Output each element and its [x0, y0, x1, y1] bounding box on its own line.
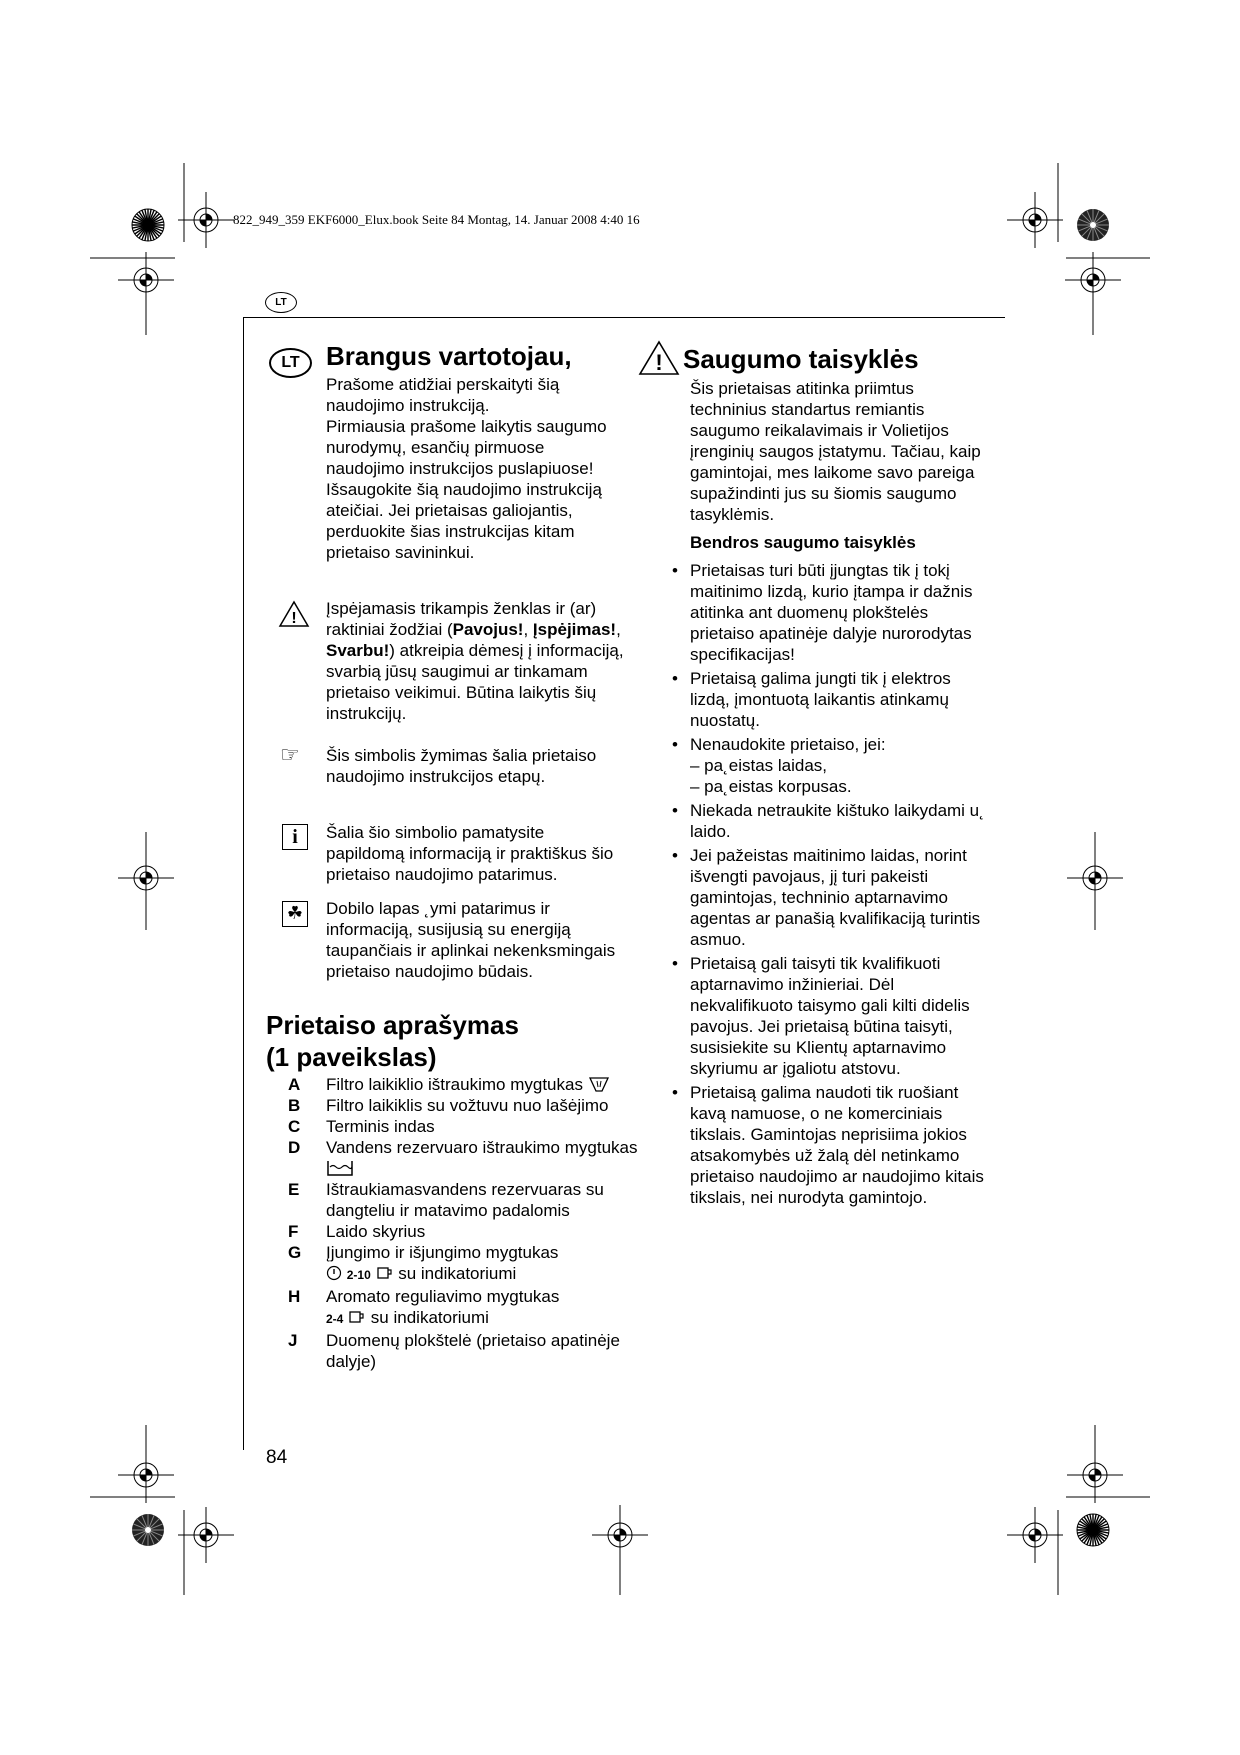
- safety-title: Saugumo taisyklės: [683, 344, 919, 374]
- general-safety-subtitle: Bendros saugumo taisyklės: [690, 533, 916, 552]
- item-letter: G: [288, 1243, 302, 1262]
- warning-triangle-icon: [638, 340, 680, 376]
- intro-text: [326, 374, 626, 563]
- svg-text:!: !: [291, 610, 297, 627]
- item-d-text: Vandens rezervuaro ištraukimo mygtukas: [326, 1138, 638, 1157]
- item-text: [326, 1137, 648, 1179]
- item-letter: B: [288, 1096, 301, 1115]
- description-title: [266, 1009, 519, 1073]
- item-text: Filtro laikiklis su vožtuvu nuo lašėjimo: [326, 1096, 609, 1115]
- keyword-danger: Pavojus!: [452, 620, 524, 639]
- warning-triangle-icon: [278, 600, 310, 628]
- parts-list: [288, 1074, 648, 1372]
- warning-sep-2: ,: [616, 620, 621, 639]
- item-letter: C: [288, 1117, 301, 1136]
- intro-title: Brangus vartotojau,: [326, 341, 572, 371]
- warning-text-a: Įspėjamasis trikampis ženklas ir (ar) raktiniai žodžiai (: [326, 599, 597, 639]
- item-letter: J: [288, 1331, 298, 1350]
- item-text: [326, 1242, 648, 1286]
- sub-item: – pa˛eistas laidas,: [690, 756, 828, 775]
- file-header: 822_949_359 EKF6000_Elux.book Seite 84 Montag, 14. Januar 2008 4:40 16: [233, 212, 640, 227]
- rule-text: Prietaisas turi būti įjungtas tik į tokį maitinimo lizdą, kurio įtampa ir dažnis atitinka ant duomenų plokštelės prietaiso apatinėje dalyje nurorodytas specifikacijas!: [690, 561, 973, 664]
- rule-text: Niekada netraukite kištuko laikydami u˛ laido.: [690, 801, 985, 841]
- description-title-line-1: Prietaiso aprašymas: [266, 1010, 519, 1040]
- rule-text: Prietaisą galima jungti tik į elektros lizdą, įmontuotą laikantis atinkamų nuostatų.: [690, 669, 951, 730]
- cups-range-2-4: 2-4: [326, 1312, 344, 1326]
- svg-text:!: !: [655, 350, 663, 375]
- item-letter: D: [288, 1138, 301, 1157]
- list-item: • Prietaisą galima naudoti tik ruošiant kavą namuose, o ne komerciniais tikslais. Gamintojas neprisiima jokios atsakomybės už žalą dėl netinkamo prietaiso naudojimo ar naudojimo kitais tikslais, nei nurodyta gamintojo.: [672, 1083, 984, 1207]
- power-icon: [326, 1265, 342, 1281]
- list-item: [288, 1116, 648, 1137]
- hand-pointer-icon: ☞: [280, 743, 300, 768]
- description-title-line-2: (1 paveikslas): [266, 1042, 437, 1072]
- list-item: [288, 1179, 648, 1221]
- list-item: [288, 1074, 648, 1095]
- item-letter: H: [288, 1287, 301, 1306]
- intro-para-1: Prašome atidžiai perskaityti šią naudojimo instrukciją.: [326, 375, 560, 415]
- top-rule: [243, 317, 1005, 318]
- item-text: Laido skyrius: [326, 1222, 426, 1241]
- item-text: [326, 1074, 648, 1095]
- rule-text: Nenaudokite prietaiso, jei:: [690, 735, 886, 754]
- cup-icon: [376, 1265, 394, 1281]
- item-letter: F: [288, 1222, 299, 1241]
- hand-symbol-text: Šis simbolis žymimas šalia prietaiso naudojimo instrukcijos etapų.: [326, 746, 597, 786]
- cups-range-2-10: 2-10: [346, 1268, 371, 1282]
- item-text: [326, 1286, 648, 1330]
- warning-sep-1: ,: [523, 620, 533, 639]
- list-item: • Prietaisą galima jungti tik į elektros lizdą, įmontuotą laikantis atinkamų nuostatų.: [672, 669, 951, 730]
- item-letter: A: [288, 1075, 301, 1094]
- filter-holder-icon: [588, 1075, 610, 1093]
- list-item: • Jei pažeistas maitinimo laidas, norint išvengti pavojaus, jį turi pakeisti gamintojas, techninio aptarnavimo agentas ar panašią kvalifikaciją turintis asmuo.: [672, 846, 981, 949]
- page-number: 84: [266, 1447, 288, 1468]
- cup-icon: [348, 1309, 366, 1325]
- rule-text: Prietaisą galima naudoti tik ruošiant kavą namuose, o ne komerciniais tikslais. Gamintojas neprisiima jokios atsakomybės už žalą dėl netinkamo prietaiso naudojimo ar naudojimo kitais tikslais, nei nurodyta gamintojo.: [690, 1083, 984, 1207]
- keyword-important: Svarbu!: [326, 641, 390, 660]
- sub-item: – pa˛eistas korpusas.: [690, 777, 852, 796]
- list-item: [288, 1330, 648, 1372]
- warning-symbol-text: [326, 598, 626, 724]
- item-text: Ištraukiamasvandens rezervuaras su dangteliu ir matavimo padalomis: [326, 1180, 604, 1220]
- list-item: • Nenaudokite prietaiso, jei: – pa˛eistas laidas, – pa˛eistas korpusas.: [690, 734, 990, 797]
- info-symbol-text: Šalia šio simbolio pamatysite papildomą informaciją ir praktiškus šio prietaiso naudojimo patarimus.: [326, 823, 614, 884]
- list-item: [288, 1095, 648, 1116]
- list-item: • Prietaisą gali taisyti tik kvalifikuoti aptarnavimo inžinieriai. Dėl nekvalifikuoto taisymo gali kilti didelis pavojus. Jei prietaisą būtina taisyti, susisiekite su Klientų aptarnavimo skyriumu ar įgaliotu atstovu.: [672, 954, 970, 1078]
- item-h-text: Aromato reguliavimo mygtukas: [326, 1287, 560, 1306]
- list-item: [288, 1286, 648, 1330]
- item-h-suffix: su indikatoriumi: [366, 1308, 489, 1327]
- clover-leaf-icon: ☘: [282, 901, 308, 927]
- info-icon: i: [282, 824, 308, 850]
- item-text: Duomenų plokštelė (prietaiso apatinėje dalyje): [326, 1331, 620, 1371]
- water-tank-icon: [326, 1159, 354, 1177]
- list-item: [288, 1137, 648, 1179]
- rule-text: Prietaisą gali taisyti tik kvalifikuoti aptarnavimo inžinieriai. Dėl nekvalifikuoto taisymo gali kilti didelis pavojus. Jei prietaisą būtina taisyti, susisiekite su Klientų aptarnavimo skyriumu ar įgaliotu atstovu.: [690, 954, 970, 1078]
- list-item: [288, 1242, 648, 1286]
- clover-symbol-text: Dobilo lapas ˛ymi patarimus ir informaciją, susijusią su energiją taupančiais ir aplinkai nekenksmingais prietaiso naudojimo būdais.: [326, 899, 616, 981]
- language-badge-small: LT: [265, 292, 297, 313]
- rule-text: Jei pažeistas maitinimo laidas, norint išvengti pavojaus, jį turi pakeisti gamintojas, techninio aptarnavimo agentas ar panašią kvalifikaciją turintis asmuo.: [690, 846, 981, 949]
- safety-intro: Šis prietaisas atitinka priimtus techninius standartus remiantis saugumo reikalavimais ir Volietijos įrenginių saugos įstatymu. Tačiau, kaip gamintojai, mes laikome savo pareiga supažindinti jus su šiomis saugumo tasyklėmis.: [690, 379, 981, 524]
- keyword-warning: Įspėjimas!: [532, 620, 617, 639]
- warning-text-b: ) atkreipia dėmesį į informaciją, svarbią jūsų saugimui ar tinkamam prietaiso veikimui. Būtina laikytis šių instrukcijų.: [326, 641, 624, 723]
- language-badge: LT: [269, 348, 312, 378]
- list-item: • Niekada netraukite kištuko laikydami u˛ laido.: [672, 801, 985, 841]
- left-rule: [243, 317, 244, 1450]
- item-letter: E: [288, 1180, 300, 1199]
- list-item: [288, 1221, 648, 1242]
- item-a-text: Filtro laikiklio ištraukimo mygtukas: [326, 1075, 583, 1094]
- safety-rules: [672, 560, 990, 1211]
- item-g-suffix: su indikatoriumi: [393, 1264, 517, 1283]
- item-text: Terminis indas: [326, 1117, 435, 1136]
- list-item: • Prietaisas turi būti įjungtas tik į tokį maitinimo lizdą, kurio įtampa ir dažnis atitinka ant duomenų plokštelės prietaiso apatinėje dalyje nurorodytas specifikacijas!: [672, 561, 973, 664]
- item-g-text: Įjungimo ir išjungimo mygtukas: [326, 1243, 559, 1262]
- intro-para-2: Pirmiausia prašome laikytis saugumo nurodymų, esančių pirmuose naudojimo instrukcijos puslapiuose! Išsaugokite šią naudojimo instrukciją ateičiai. Jei prietaisas galiojantis, perduokite šias instrukcijas kitam prietaiso savininkui.: [326, 417, 607, 562]
